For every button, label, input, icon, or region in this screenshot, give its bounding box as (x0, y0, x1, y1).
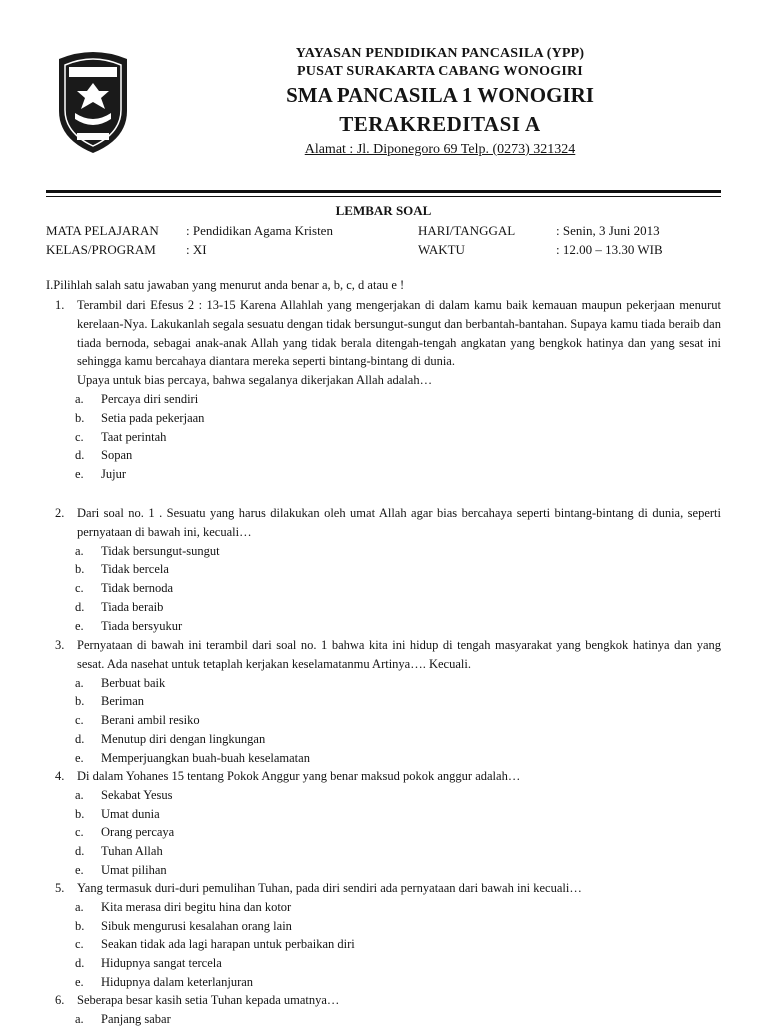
header-divider-thick (46, 190, 721, 193)
option-letter: b. (75, 806, 85, 821)
option-text: Memperjuangkan buah-buah keselamatan (101, 750, 310, 765)
option-e (75, 973, 721, 992)
option-d (75, 598, 721, 617)
option-letter: d. (75, 599, 85, 614)
option-text: Sibuk mengurusi kesalahan orang lain (101, 918, 292, 933)
question-text: Pernyataan di bawah ini terambil dari soal no. 1 bahwa kita ini hidup di tengah masyarakat yang bengkok hatinya dan yang sesat. Ada nasehat untuk tetaplah kerjakan keselamatanmu Artinya…. Kecuali. (77, 638, 721, 671)
foundation-branch: PUSAT SURAKARTA CABANG WONOGIRI (297, 64, 583, 79)
option-text: Tidak bersungut-sungut (101, 543, 220, 558)
option-text: Berani ambil resiko (101, 713, 200, 728)
option-letter: d. (75, 956, 85, 971)
option-text: Tidak bernoda (101, 581, 174, 596)
option-letter: d. (75, 844, 85, 859)
option-text: Jujur (101, 467, 126, 482)
question-text: Yang termasuk duri-duri pemulihan Tuhan, pada diri sendiri ada pernyataan dari bawah ini kecuali… (77, 881, 582, 895)
option-d (75, 446, 721, 465)
question-6 (55, 991, 721, 1029)
option-letter: a. (75, 675, 84, 690)
option-text: Umat dunia (101, 806, 160, 821)
option-letter: e. (75, 974, 84, 989)
option-letter: b. (75, 562, 85, 577)
question-5 (55, 879, 721, 992)
option-text: Sopan (101, 448, 133, 463)
option-text: Kita merasa diri begitu hina dan kotor (101, 899, 292, 914)
option-e (75, 749, 721, 768)
question-3 (55, 636, 721, 768)
foundation-name: YAYASAN PENDIDIKAN PANCASILA (YPP) (295, 46, 585, 61)
day-label: HARI/TANGGAL (418, 223, 516, 238)
option-text: Orang percaya (101, 825, 175, 840)
option-letter: d. (75, 731, 85, 746)
accreditation: TERAKREDITASI A (339, 112, 541, 136)
option-c (75, 711, 721, 730)
header-divider-thin (46, 196, 721, 197)
option-c (75, 935, 721, 954)
option-e (75, 617, 721, 636)
option-text: Percaya diri sendiri (101, 391, 199, 406)
question-1 (55, 296, 721, 484)
option-b (75, 560, 721, 579)
school-name: SMA PANCASILA 1 WONOGIRI (286, 83, 594, 107)
option-letter: c. (75, 713, 84, 728)
question-number: 3. (55, 638, 65, 652)
option-e (75, 465, 721, 484)
option-letter: e. (75, 750, 84, 765)
option-d (75, 954, 721, 973)
instruction: I.Pilihlah salah satu jawaban yang menurut anda benar a, b, c, d atau e ! (46, 278, 405, 292)
option-text: Hidupnya sangat tercela (101, 956, 222, 971)
option-b (75, 692, 721, 711)
option-a (75, 898, 721, 917)
option-b (75, 805, 721, 824)
option-letter: a. (75, 391, 84, 406)
question-text: Di dalam Yohanes 15 tentang Pokok Anggur yang benar maksud pokok anggur adalah… (77, 769, 521, 783)
question-2 (55, 504, 721, 636)
class-label: KELAS/PROGRAM (46, 242, 156, 257)
option-text: Umat pilihan (101, 862, 167, 877)
option-text: Tidak bercela (101, 562, 169, 577)
question-4 (55, 767, 721, 880)
option-letter: c. (75, 937, 84, 952)
option-a (75, 542, 721, 561)
time-value: : 12.00 – 13.30 WIB (556, 242, 663, 257)
option-letter: c. (75, 581, 84, 596)
option-letter: e. (75, 618, 84, 633)
option-letter: a. (75, 787, 84, 802)
question-text: Dari soal no. 1 . Sesuatu yang harus dilakukan oleh umat Allah agar bias bercahaya seperti bintang-bintang di dunia, seperti pernyataan di bawah ini, kecuali… (77, 506, 721, 539)
option-letter: b. (75, 694, 85, 709)
option-a (75, 674, 721, 693)
option-text: Tuhan Allah (101, 844, 163, 859)
option-text: Beriman (101, 694, 145, 709)
option-letter: e. (75, 467, 84, 482)
option-d (75, 730, 721, 749)
time-label: WAKTU (418, 242, 465, 257)
option-c (75, 428, 721, 447)
option-text: Tiada bersyukur (101, 618, 183, 633)
option-letter: a. (75, 543, 84, 558)
option-b (75, 917, 721, 936)
option-text: Setia pada pekerjaan (101, 410, 205, 425)
option-text: Hidupnya dalam keterlanjuran (101, 974, 254, 989)
option-letter: a. (75, 899, 84, 914)
option-b (75, 409, 721, 428)
option-c (75, 823, 721, 842)
school-logo (53, 47, 133, 155)
option-text: Panjang sabar (101, 1011, 171, 1026)
question-text: Seberapa besar kasih setia Tuhan kepada umatnya… (77, 993, 340, 1007)
option-text: Taat perintah (101, 429, 167, 444)
option-c (75, 579, 721, 598)
class-value: : XI (186, 242, 207, 257)
option-text: Tiada beraib (101, 599, 164, 614)
question-number: 2. (55, 506, 65, 520)
question-stem: Upaya untuk bias percaya, bahwa segalanya dikerjakan Allah adalah… (77, 373, 433, 388)
option-e (75, 861, 721, 880)
option-letter: b. (75, 918, 85, 933)
option-text: Menutup diri dengan lingkungan (101, 731, 266, 746)
day-value: : Senin, 3 Juni 2013 (556, 223, 660, 238)
option-text: Seakan tidak ada lagi harapan untuk perbaikan diri (101, 937, 355, 952)
option-text: Berbuat baik (101, 675, 166, 690)
option-d (75, 842, 721, 861)
option-a (75, 786, 721, 805)
question-number: 6. (55, 993, 65, 1007)
option-letter: b. (75, 410, 85, 425)
subject-label: MATA PELAJARAN (46, 223, 159, 238)
question-number: 4. (55, 769, 65, 783)
subject-value: : Pendidikan Agama Kristen (186, 223, 333, 238)
question-number: 5. (55, 881, 65, 895)
option-letter: c. (75, 825, 84, 840)
sheet-title: LEMBAR SOAL (335, 203, 432, 218)
option-letter: c. (75, 429, 84, 444)
option-letter: d. (75, 448, 85, 463)
option-letter: a. (75, 1011, 84, 1026)
question-number: 1. (55, 298, 65, 312)
school-address: Alamat : Jl. Diponegoro 69 Telp. (0273) 321324 (304, 142, 576, 157)
option-a (75, 390, 721, 409)
option-a (75, 1010, 721, 1029)
option-text: Sekabat Yesus (101, 787, 173, 802)
option-letter: e. (75, 862, 84, 877)
question-text: Terambil dari Efesus 2 : 13-15 Karena Allahlah yang mengerjakan di dalam kamu baik kemauan maupun pekerjaan menurut kerelaan-Nya. Lakukanlah segala sesuatu dengan tidak bersungut-sungut dan berbantah-bantahan. Supaya kamu tiada beraib dan tiada bernoda, sebagai anak-anak Allah yang tidak berala ditengah-tengah angkatan yang bengkok hatinya dan yang sesat ini sehingga kamu bercahaya diantara mereka seperti bintang-bintang di dunia. (77, 298, 721, 369)
